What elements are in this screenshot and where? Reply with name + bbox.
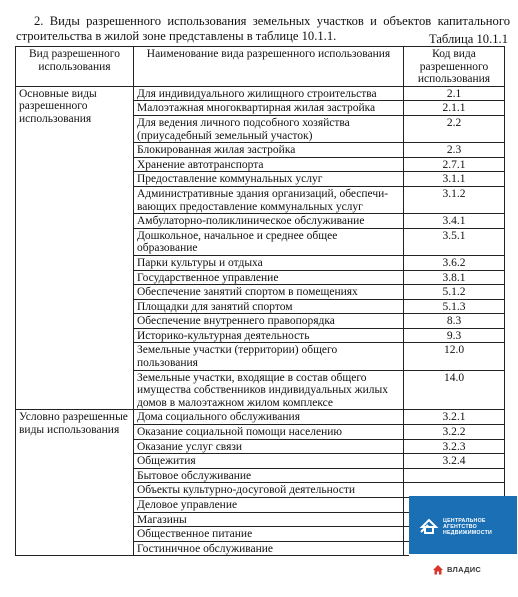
header-use-type: Вид разрешенного использования (16, 47, 134, 87)
intro-paragraph: 2. Виды разрешенного использования земельных участков и объектов капитального строительства в жилой зоне представлены в таблице 10.1.1. (16, 13, 510, 43)
use-name-cell: Общежития (134, 454, 404, 469)
table-row (16, 410, 505, 425)
use-code-cell: 2.7.1 (404, 157, 505, 172)
use-name-cell: Объекты культурно-досуговой деятельности (134, 483, 404, 498)
watermark-brand-bar (409, 554, 517, 584)
use-code-cell: 3.2.2 (404, 425, 505, 440)
use-name-cell: Историко-культурная деятельность (134, 328, 404, 343)
house-icon (432, 564, 444, 575)
use-code-cell: 2.1 (404, 86, 505, 101)
use-code-cell (404, 468, 505, 483)
agency-logo-icon (419, 516, 439, 536)
use-name-cell: Площадки для занятий спортом (134, 299, 404, 314)
agency-line-2: АГЕНТСТВО (443, 524, 477, 530)
use-code-cell: 2.2 (404, 115, 505, 142)
use-name-cell: Для индивидуального жилищного строительства (134, 86, 404, 101)
watermark-banner (409, 496, 517, 554)
use-code-cell: 3.8.1 (404, 270, 505, 285)
use-name-cell: Оказание услуг связи (134, 439, 404, 454)
use-code-cell: 3.1.1 (404, 172, 505, 187)
agency-line-1: ЦЕНТРАЛЬНОЕ (443, 518, 486, 524)
use-code-cell: 8.3 (404, 314, 505, 329)
use-name-cell: Амбулаторно-поликлиническое обслуживание (134, 214, 404, 229)
use-name-cell: Административные здания организаций, обеспечи-вающих предоставление коммунальных услуг (134, 186, 404, 213)
watermark-brand: ВЛАДИС (447, 565, 482, 574)
use-code-cell: 3.6.2 (404, 255, 505, 270)
use-name-cell: Гостиничное обслуживание (134, 541, 404, 556)
watermark-agency-text (443, 518, 515, 536)
use-code-cell: 3.4.1 (404, 214, 505, 229)
use-code-cell: 3.2.3 (404, 439, 505, 454)
use-code-cell: 14.0 (404, 370, 505, 410)
use-name-cell: Обеспечение занятий спортом в помещениях (134, 285, 404, 300)
use-code-cell: 5.1.3 (404, 299, 505, 314)
header-use-name: Наименование вида разрешенного использования (134, 47, 404, 87)
use-name-cell: Предоставление коммунальных услуг (134, 172, 404, 187)
use-name-cell: Хранение автотранспорта (134, 157, 404, 172)
use-name-cell: Парки культуры и отдыха (134, 255, 404, 270)
use-group-label: Условно разрешенные виды использования (16, 410, 134, 556)
table-body (16, 86, 505, 556)
use-name-cell: Дома социального обслуживания (134, 410, 404, 425)
use-code-cell: 2.3 (404, 143, 505, 158)
use-name-cell: Для ведения личного подсобного хозяйства (приусадебный земельный участок) (134, 115, 404, 142)
use-code-cell: 3.2.1 (404, 410, 505, 425)
use-name-cell: Деловое управление (134, 498, 404, 513)
use-code-cell: 3.1.2 (404, 186, 505, 213)
table-header-row (16, 47, 505, 87)
use-name-cell: Обеспечение внутреннего правопорядка (134, 314, 404, 329)
use-code-cell: 5.1.2 (404, 285, 505, 300)
use-code-cell: 9.3 (404, 328, 505, 343)
use-code-cell: 3.5.1 (404, 228, 505, 255)
agency-line-3: НЕДВИЖИМОСТИ (443, 530, 493, 536)
use-code-cell: 12.0 (404, 343, 505, 370)
header-use-code: Код вида разрешенного использования (404, 47, 505, 87)
use-group-label: Основные виды разрешенного использования (16, 86, 134, 410)
use-name-cell: Бытовое обслуживание (134, 468, 404, 483)
use-name-cell: Магазины (134, 512, 404, 527)
use-name-cell: Дошкольное, начальное и среднее общее образование (134, 228, 404, 255)
agency-watermark (409, 496, 517, 584)
use-code-cell: 2.1.1 (404, 101, 505, 116)
use-name-cell: Земельные участки (территории) общего пользования (134, 343, 404, 370)
land-use-table (15, 46, 505, 556)
table-label: Таблица 10.1.1 (428, 32, 508, 46)
use-name-cell: Малоэтажная многоквартирная жилая застройка (134, 101, 404, 116)
table-row (16, 86, 505, 101)
use-name-cell: Общественное питание (134, 527, 404, 542)
use-name-cell: Блокированная жилая застройка (134, 143, 404, 158)
use-name-cell: Земельные участки, входящие в состав общего имущества собственников индивидуальных жилых домов в малоэтажном жилом комплексе (134, 370, 404, 410)
use-name-cell: Государственное управление (134, 270, 404, 285)
use-code-cell: 3.2.4 (404, 454, 505, 469)
use-name-cell: Оказание социальной помощи населению (134, 425, 404, 440)
